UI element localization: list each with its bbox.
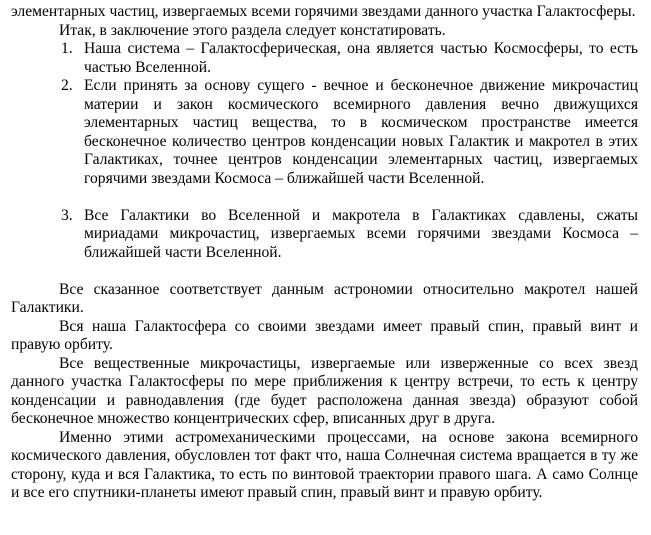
paragraph-solar-system: Именно этими астромеханическими процессами, на основе закона всемирного космического давления, обусловлен тот факт что, наша Солнечная система вращается в ту же сторону, куда и вся Галактика, то есть по винтовой траектории правого шага. А само Солнце и все его спутники-планеты имеют правый спин, правый винт и правую орбиту.	[11, 428, 638, 501]
paragraph-astronomy: Все сказанное соответствует данным астрономии относительно макротел нашей Галактики.	[11, 280, 638, 316]
list-item	[11, 207, 638, 263]
list-item-number: 1.	[61, 40, 73, 57]
list-item-number: 2.	[61, 77, 73, 94]
paragraph-spacer	[11, 262, 638, 281]
document-page	[11, 0, 638, 503]
list-spacer	[11, 188, 638, 207]
paragraph-intro-continuation: элементарных частиц, извергаемых всеми горячими звездами данного участка Галактосферы.	[11, 3, 636, 20]
list-item	[11, 77, 638, 188]
conclusion-list	[11, 40, 638, 262]
paragraph-galactosphere-spin: Вся наша Галактосфера со своими звездами имеет правый спин, правый винт и правую орбиту.	[11, 317, 638, 353]
list-item	[11, 40, 638, 77]
list-item-text: Все Галактики во Вселенной и макротела в Галактиках сдавлены, сжаты мириадами микрочастиц, извергаемых всеми горячими звездами Космоса – ближайшей части Вселенной.	[84, 206, 638, 261]
list-item-text: Если принять за основу сущего - вечное и бесконечное движение микрочастиц материи и закон космического всемирного давления вечно движущихся элементарных частиц вещества, то в космическом пространстве имеется бесконечное количество центров конденсации новых Галактик и макротел в этих Галактиках, точнее центров конденсации элементарных частиц, извергаемых горячими звездами Космоса – ближайшей части Вселенной.	[84, 77, 638, 187]
paragraph-microparticles: Все вещественные микрочастицы, извергаемые или изверженные со всех звезд данного участка Галактосферы по мере приближения к центру встречи, то есть к центру конденсации и равнодавления (где будет расположена данная звезда) образуют собой бесконечное множество концентрических сфер, вписанных друг в друга.	[11, 354, 638, 427]
list-item-number: 3.	[61, 206, 73, 224]
list-item-text: Наша система – Галактосферическая, она является частью Космосферы, то есть частью Вселенной.	[84, 40, 638, 76]
paragraph-conclusion-lead: Итак, в заключение этого раздела следует констатировать.	[59, 21, 446, 39]
